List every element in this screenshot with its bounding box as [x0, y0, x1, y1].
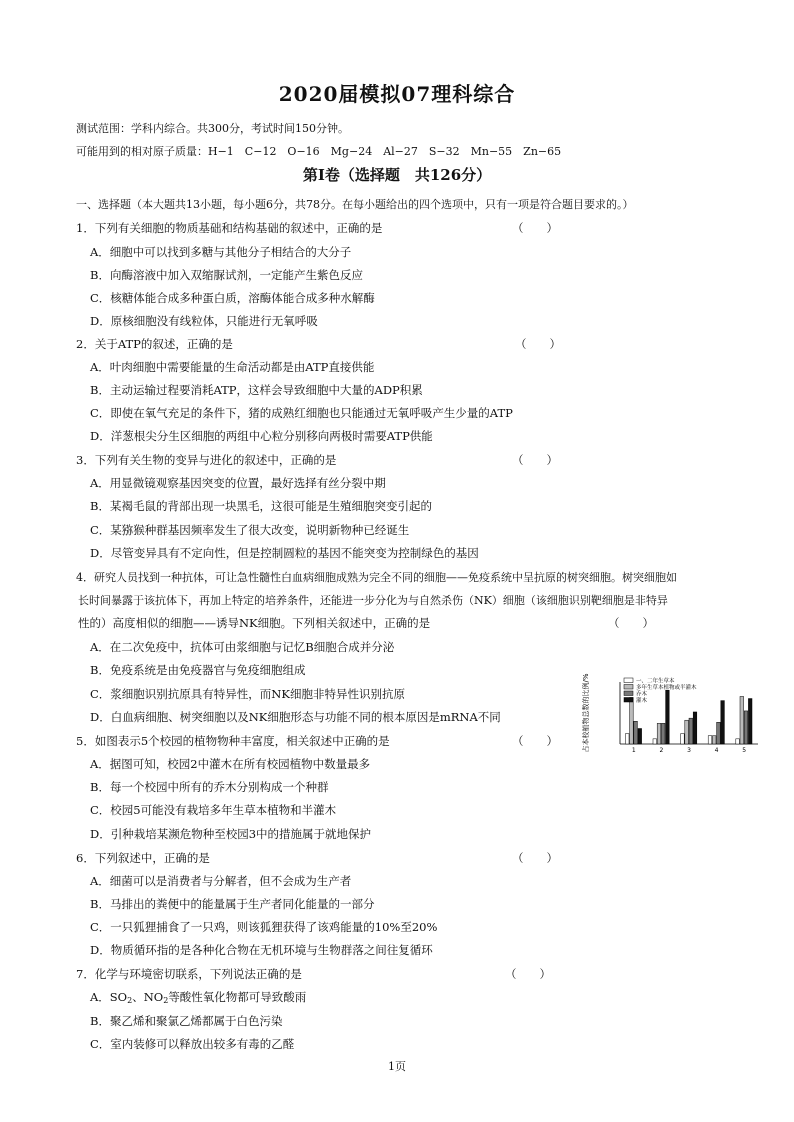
test-scope: 测试范围：学科内综合。共300分，考试时间150分钟。 — [76, 122, 349, 135]
q2-stem: 2．关于ATP的叙述，正确的是 — [76, 337, 233, 351]
q7-answer-paren: （ ） — [505, 967, 551, 981]
legend-label-4: 灌木 — [636, 698, 648, 704]
q6-option-a: A．细菌可以是消费者与分解者，但不会成为生产者 — [90, 874, 352, 888]
bar-1-4 — [708, 736, 712, 744]
q5-answer-paren: （ ） — [512, 734, 558, 748]
bar-4-1 — [638, 729, 642, 745]
q4-answer-paren: （ ） — [608, 616, 654, 630]
bar-1-3 — [681, 734, 685, 744]
q6-option-d: D．物质循环指的是各种化合物在无机环境与生物群落之间往复循环 — [90, 943, 433, 957]
q6-stem: 6．下列叙述中，正确的是 — [76, 851, 210, 865]
bar-2-4 — [712, 736, 716, 744]
instructions: 一、选择题（本大题共13小题，每小题6分，共78分。在每小题给出的四个选项中，只有一项是符合题目要求的。） — [76, 198, 634, 211]
bar-1-1 — [625, 734, 629, 744]
q1-option-a: A．细胞中可以找到多糖与其他分子相结合的大分子 — [90, 245, 352, 259]
q7-option-b: B．聚乙烯和聚氯乙烯都属于白色污染 — [90, 1014, 283, 1028]
q5-option-d: D．引种栽培某濒危物种至校园3中的措施属于就地保护 — [90, 827, 372, 841]
q4-option-b: B．免疫系统是由免疫器官与免疫细胞组成 — [90, 663, 306, 677]
q3-option-c: C．某猕猴种群基因频率发生了很大改变，说明新物种已经诞生 — [90, 523, 410, 537]
q2-option-d: D．洋葱根尖分生区细胞的两组中心粒分别移向两极时需要ATP供能 — [90, 429, 433, 443]
q4-option-d: D．白血病细胞、树突细胞以及NK细胞形态与功能不同的根本原因是mRNA不同 — [90, 710, 501, 724]
q1-option-b: B．向酶溶液中加入双缩脲试剂，一定能产生紫色反应 — [90, 268, 363, 282]
bar-3-5 — [744, 711, 748, 744]
section-title: 第Ⅰ卷（选择题 共126分） — [302, 166, 492, 184]
legend-swatch-2 — [624, 685, 633, 690]
bar-4-5 — [748, 699, 752, 744]
q1-stem: 1．下列有关细胞的物质基础和结构基础的叙述中，正确的是 — [76, 221, 383, 235]
y-axis-label: 占本校植物总数的比例/% — [582, 673, 590, 753]
bar-3-3 — [689, 718, 693, 744]
bar-2-1 — [630, 698, 634, 745]
q3-answer-paren: （ ） — [512, 453, 558, 467]
q1-answer-paren: （ ） — [512, 221, 558, 235]
bar-3-4 — [717, 722, 721, 744]
q4-stem-line3: 性的）高度相似的细胞——诱导NK细胞。下列相关叙述中，正确的是 — [78, 616, 431, 630]
q3-stem: 3．下列有关生物的变异与进化的叙述中，正确的是 — [76, 453, 337, 467]
q2-option-a: A．叶肉细胞中需要能量的生命活动都是由ATP直接供能 — [90, 360, 375, 374]
q1-option-d: D．原核细胞没有线粒体，只能进行无氧呼吸 — [90, 314, 318, 328]
legend-swatch-3 — [624, 691, 633, 696]
q2-answer-paren: （ ） — [515, 337, 561, 351]
q6-option-c: C．一只狐狸捕食了一只鸡，则该狐狸获得了该鸡能量的10%至20% — [90, 920, 438, 934]
q6-answer-paren: （ ） — [512, 851, 558, 865]
q4-option-c: C．浆细胞识别抗原具有特异性，而NK细胞非特异性识别抗原 — [90, 687, 405, 701]
x-tick-label: 5 — [742, 747, 747, 754]
q3-option-a: A．用显微镜观察基因突变的位置，最好选择有丝分裂中期 — [90, 476, 386, 490]
q4-stem-line1: 4．研究人员找到一种抗体，可让急性髓性白血病细胞成熟为完全不同的细胞——免疫系统中呈抗原的树突细胞。树突细胞如 — [76, 571, 677, 584]
x-tick-label: 3 — [687, 747, 691, 754]
q5-stem: 5．如图表示5个校园的植物物种丰富度，相关叙述中正确的是 — [76, 734, 390, 748]
x-tick-label: 4 — [714, 747, 719, 754]
bar-4-3 — [693, 712, 697, 744]
bar-4-2 — [666, 690, 670, 744]
q5-option-c: C．校园5可能没有栽培多年生草本植物和半灌木 — [90, 803, 337, 817]
x-tick-label: 2 — [659, 747, 664, 754]
q4-option-a: A．在二次免疫中，抗体可由浆细胞与记忆B细胞合成并分泌 — [90, 640, 395, 654]
q7-option-c: C．室内装修可以释放出较多有毒的乙醛 — [90, 1037, 295, 1051]
page-number: 1页 — [388, 1060, 406, 1073]
bar-3-1 — [634, 721, 638, 744]
bar-2-2 — [657, 723, 661, 744]
q1-option-c: C．核糖体能合成多种蛋白质，溶酶体能合成多种水解酶 — [90, 291, 375, 305]
species-richness-chart — [580, 672, 760, 758]
q2-option-c: C．即使在氧气充足的条件下，猪的成熟红细胞也只能通过无氧呼吸产生少量的ATP — [90, 406, 513, 420]
q5-option-b: B．每一个校园中所有的乔木分别构成一个种群 — [90, 780, 329, 794]
atomic-masses: 可能用到的相对原子质量：H−1 C−12 O−16 Mg−24 Al−27 S−32 Mn−55 Zn−65 — [76, 145, 562, 158]
q7-stem: 7．化学与环境密切联系，下列说法正确的是 — [76, 967, 302, 981]
bar-2-5 — [740, 696, 744, 744]
q4-stem-line2: 长时间暴露于该抗体下，再加上特定的培养条件，还能进一步分化为与自然杀伤（NK）细胞（该细胞识别靶细胞是非特异 — [78, 594, 668, 607]
q5-option-a: A．据图可知，校园2中灌木在所有校园植物中数量最多 — [90, 757, 371, 771]
q3-option-b: B．某褐毛鼠的背部出现一块黑毛，这很可能是生殖细胞突变引起的 — [90, 499, 432, 513]
q3-option-d: D．尽管变异具有不定向性，但是控制圆粒的基因不能突变为控制绿色的基因 — [90, 546, 479, 560]
q6-option-b: B．马排出的粪便中的能量属于生产者同化能量的一部分 — [90, 897, 375, 911]
q7-option-a: A．$SO_2$、$NO_2$等酸性氧化物都可导致酸雨 — [90, 990, 307, 1005]
bar-2-3 — [685, 720, 689, 744]
legend-label-1: 一、二年生草本 — [636, 678, 675, 685]
legend-label-2: 多年生草本植物或半灌木 — [636, 685, 697, 691]
legend-swatch-4 — [624, 698, 633, 703]
q2-option-b: B．主动运输过程要消耗ATP，这样会导致细胞中大量的ADP积累 — [90, 383, 423, 397]
x-tick-label: 1 — [631, 747, 636, 754]
bar-3-2 — [661, 723, 665, 744]
bar-1-5 — [736, 739, 740, 744]
bar-4-4 — [721, 701, 725, 744]
page-title: 2020届模拟07理科综合 — [278, 82, 516, 106]
bar-1-2 — [653, 739, 657, 744]
legend-swatch-1 — [624, 678, 633, 683]
legend-label-3: 乔木 — [636, 691, 648, 698]
